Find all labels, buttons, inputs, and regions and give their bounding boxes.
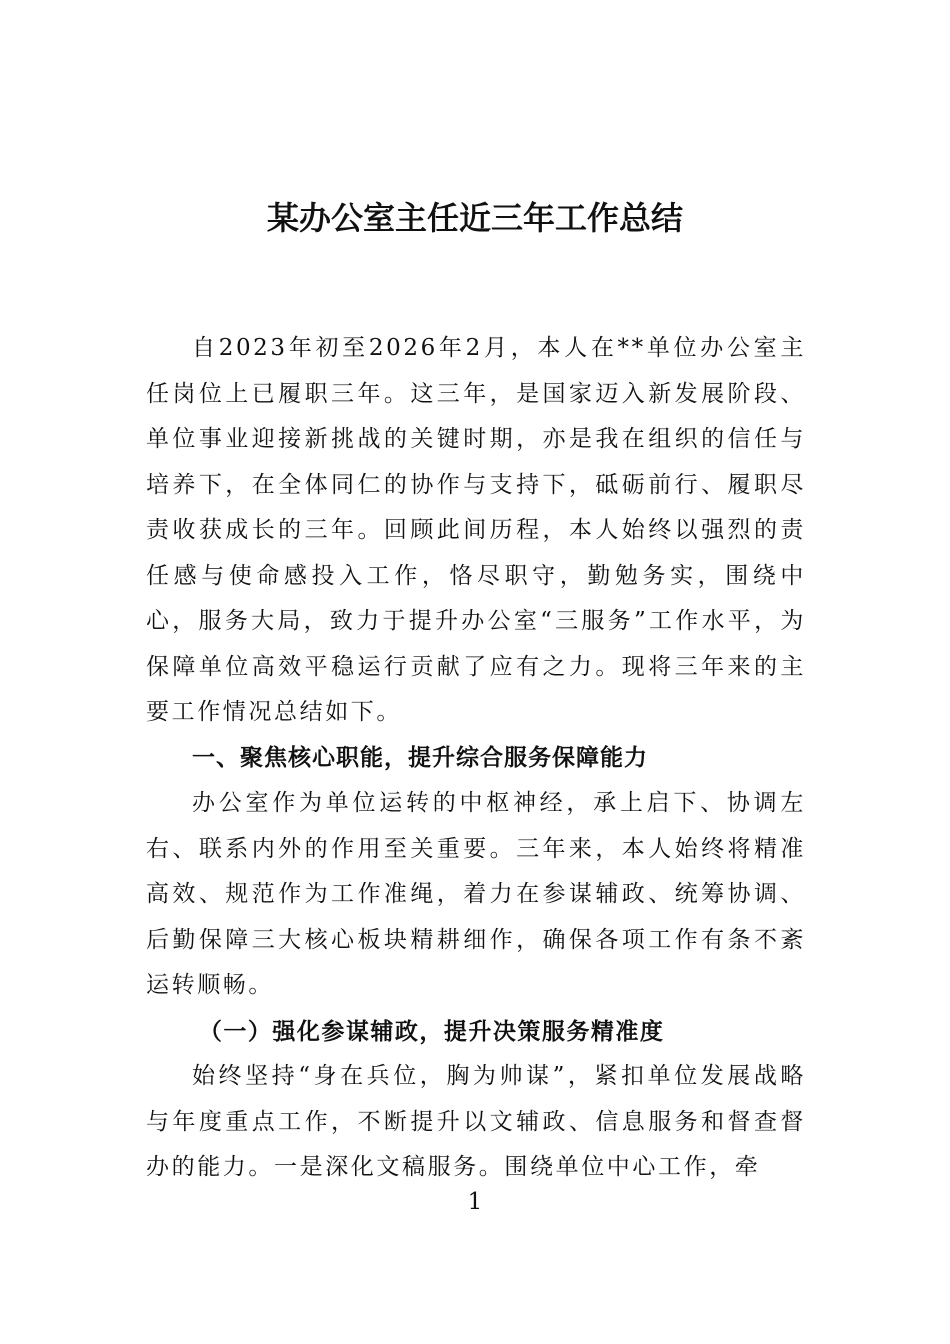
subsection-heading-1: （一）强化参谋辅政，提升决策服务精准度 [198,1017,665,1045]
intro-paragraph: 自2023年初至2026年2月，本人在**单位办公室主任岗位上已履职三年。这三年，是国家迈入新发展阶段、单位事业迎接新挑战的关键时期，亦是我在组织的信任与培养下，在全体同仁的协作与支持下，砥砺前行、履职尽责收获成长的三年。回顾此间历程，本人始终以强烈的责任感与使命感投入工作，恪尽职守，勤勉务实，围绕中心，服务大局，致力于提升办公室“三服务”工作水平，为保障单位高效平稳运行贡献了应有之力。现将三年来的主要工作情况总结如下。 [146,335,806,725]
document-body [146,326,806,1191]
section-1-paragraph: 办公室作为单位运转的中枢神经，承上启下、协调左右、联系内外的作用至关重要。三年来，本人始终将精准高效、规范作为工作准绳，着力在参谋辅政、统筹协调、后勤保障三大核心板块精耕细作，确保各项工作有条不紊运转顺畅。 [146,790,806,998]
section-heading-1: 一、聚焦核心职能，提升综合服务保障能力 [192,744,648,771]
subsection-1-paragraph: 始终坚持“身在兵位，胸为帅谋”，紧扣单位发展战略与年度重点工作，不断提升以文辅政、信息服务和督查督办的能力。一是深化文稿服务。围绕单位中心工作，牵 [146,1063,806,1180]
page-number: 1 [467,1189,483,1215]
document-title: 某办公室主任近三年工作总结 [266,199,683,237]
